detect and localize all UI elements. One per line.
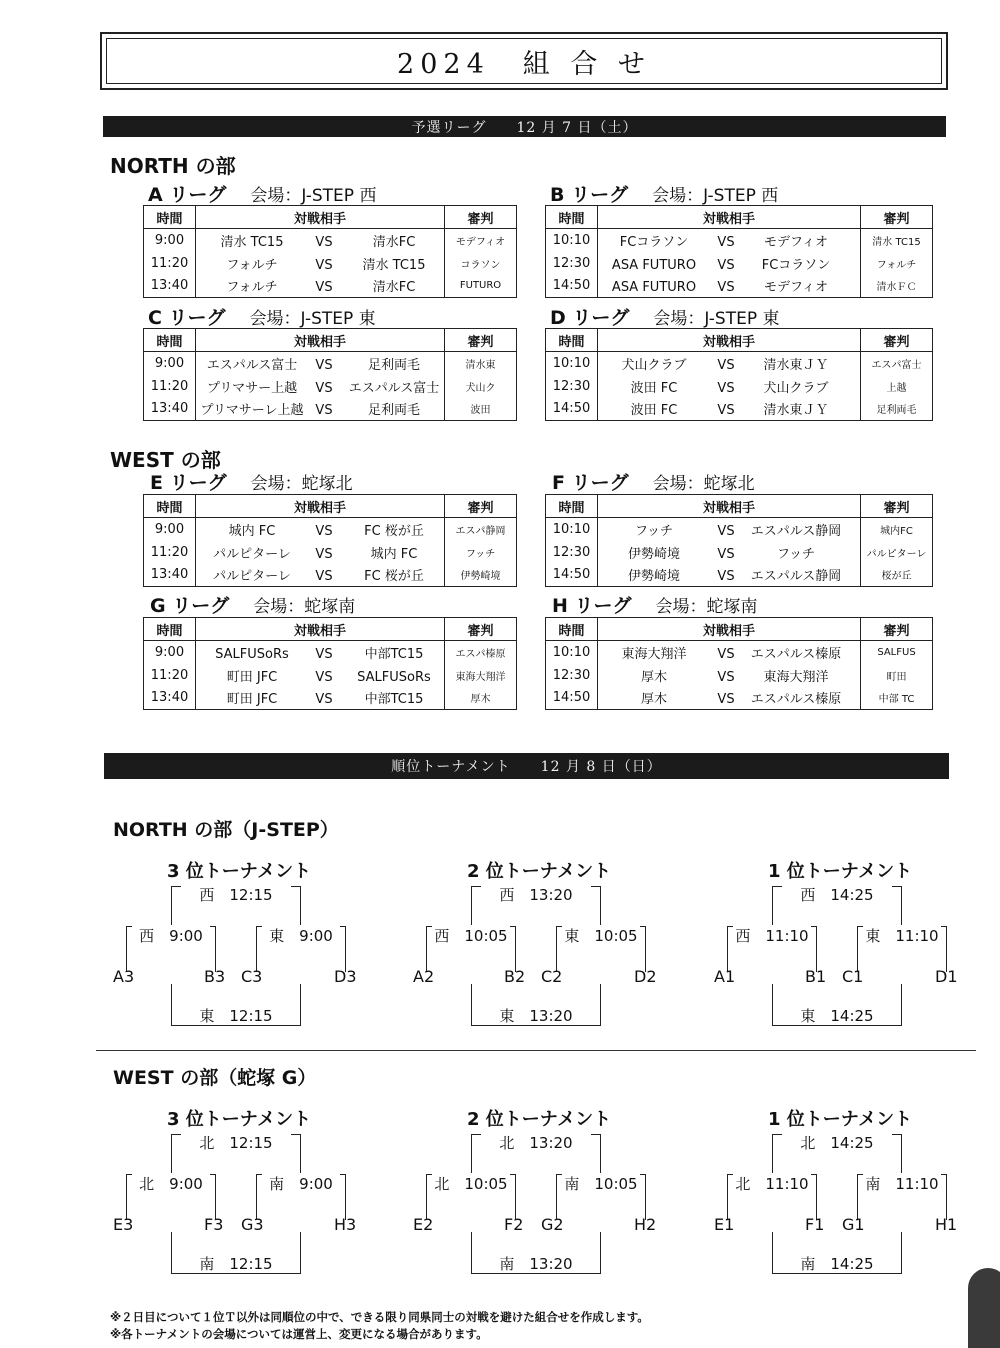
vs-label: VS: [315, 234, 333, 250]
match-time: 11:20: [144, 541, 196, 564]
col-ref-header: 審判: [861, 329, 933, 352]
home-team: エスパルス富士: [206, 357, 298, 373]
match-teams: [598, 352, 861, 375]
col-match-header: 対戦相手: [598, 329, 861, 352]
home-team: ASA FUTURO: [611, 280, 697, 296]
match-teams: [196, 518, 445, 541]
note-2: ※各トーナメントの会場については運営上、変更になる場合があります。: [110, 1327, 488, 1341]
referee: 犬山ク: [445, 375, 517, 398]
match-teams: [598, 229, 861, 252]
col-time-header: 時間: [546, 618, 598, 641]
referee: フォルチ: [861, 252, 933, 275]
vs-label: VS: [315, 357, 333, 373]
left-semi-time: 西 11:10: [733, 925, 811, 945]
col-ref-header: 審判: [445, 618, 517, 641]
match-row: [144, 352, 517, 375]
match-time: 11:20: [144, 664, 196, 687]
away-team: 清水東ＪＹ: [763, 357, 829, 373]
match-time: 9:00: [144, 641, 196, 664]
referee: 中部 TC: [861, 687, 933, 710]
referee: 清水 TC15: [861, 229, 933, 252]
final-time-label: 西 12:15: [181, 884, 291, 904]
note-1: ※２日目について１位Ｔ以外は同順位の中で、できる限り同県同士の対戦を避けた組合せを作成します。: [110, 1310, 649, 1324]
team-seed: F1: [805, 1215, 825, 1234]
referee: モデフィオ: [445, 229, 517, 252]
match-teams: [196, 687, 445, 710]
home-team: プリマサー上越: [206, 380, 298, 396]
match-teams: [598, 518, 861, 541]
match-row: [546, 275, 933, 298]
col-time-header: 時間: [144, 329, 196, 352]
home-team: プリマサーレ上越: [200, 403, 304, 419]
home-team: 東海大翔洋: [621, 646, 687, 662]
league-name: E リーグ: [150, 472, 227, 494]
match-row: [546, 352, 933, 375]
match-row: [144, 229, 517, 252]
page-title-box: [100, 32, 948, 90]
referee: 上越: [861, 375, 933, 398]
vs-label: VS: [315, 523, 333, 539]
match-teams: [196, 664, 445, 687]
tournament-name: 2 位トーナメント: [467, 861, 612, 882]
away-team: エスパルス静岡: [750, 523, 842, 539]
league-f-table: [545, 494, 933, 587]
tournament-name: 2 位トーナメント: [467, 1109, 612, 1130]
team-seed: B2: [504, 967, 526, 986]
team-seed: D3: [334, 967, 357, 986]
tournament-name: 3 位トーナメント: [167, 861, 312, 882]
team-seed: A3: [113, 967, 135, 986]
vs-label: VS: [717, 234, 735, 250]
left-semi-time: 北 9:00: [132, 1173, 210, 1193]
col-match-header: 対戦相手: [196, 618, 445, 641]
match-teams: [196, 275, 445, 298]
referee: 清水ＦＣ: [861, 275, 933, 298]
match-teams: [196, 564, 445, 587]
league-name: H リーグ: [552, 595, 632, 617]
referee: フッチ: [445, 541, 517, 564]
away-team: エスパルス富士: [348, 380, 440, 396]
match-time: 9:00: [144, 518, 196, 541]
day1-banner: 予選リーグ 12 月 7 日（土）: [103, 116, 946, 137]
col-time-header: 時間: [144, 618, 196, 641]
col-match-header: 対戦相手: [598, 495, 861, 518]
league-venue: 会場：蛇塚南: [253, 597, 356, 617]
col-match-header: 対戦相手: [598, 618, 861, 641]
league-name: G リーグ: [150, 595, 230, 617]
referee: FUTURO: [445, 275, 517, 298]
team-seed: G2: [541, 1215, 564, 1234]
away-team: 足利両毛: [367, 403, 420, 419]
match-time: 14:50: [546, 398, 598, 421]
scrollbar-thumb[interactable]: [968, 1268, 1000, 1348]
match-time: 10:10: [546, 352, 598, 375]
vs-label: VS: [717, 280, 735, 296]
match-teams: [598, 275, 861, 298]
match-time: 11:20: [144, 375, 196, 398]
referee: 桜が丘: [861, 564, 933, 587]
match-teams: [196, 398, 445, 421]
tournament-name: 1 位トーナメント: [768, 861, 913, 882]
match-row: [144, 541, 517, 564]
match-row: [144, 398, 517, 421]
team-seed: C3: [241, 967, 263, 986]
vs-label: VS: [717, 569, 735, 585]
league-a-table: [143, 205, 517, 298]
home-team: パルピターレ: [213, 546, 291, 562]
team-seed: H2: [634, 1215, 657, 1234]
league-name: B リーグ: [550, 184, 629, 206]
away-team: 東海大翔洋: [763, 669, 829, 685]
col-match-header: 対戦相手: [196, 206, 445, 229]
match-time: 14:50: [546, 564, 598, 587]
vs-label: VS: [717, 357, 735, 373]
team-seed: A1: [714, 967, 736, 986]
final-time-label: 北 14:25: [782, 1132, 892, 1152]
team-seed: E3: [113, 1215, 134, 1234]
away-team: 清水東ＪＹ: [763, 403, 829, 419]
col-ref-header: 審判: [445, 206, 517, 229]
match-row: [546, 664, 933, 687]
col-ref-header: 審判: [861, 206, 933, 229]
match-time: 12:30: [546, 252, 598, 275]
vs-label: VS: [717, 380, 735, 396]
right-semi-time: 東 10:05: [562, 925, 640, 945]
away-team: SALFUSoRs: [357, 669, 431, 685]
left-semi-time: 西 10:05: [432, 925, 510, 945]
team-seed: D2: [634, 967, 657, 986]
match-time: 11:20: [144, 252, 196, 275]
league-h-table: [545, 617, 933, 710]
away-team: エスパルス榛原: [750, 646, 842, 662]
match-teams: [598, 664, 861, 687]
section-divider: [96, 1050, 976, 1051]
team-seed: C2: [541, 967, 563, 986]
away-team: FCコラソン: [761, 257, 831, 273]
match-teams: [196, 641, 445, 664]
match-row: [546, 641, 933, 664]
col-time-header: 時間: [546, 329, 598, 352]
col-match-header: 対戦相手: [598, 206, 861, 229]
match-time: 10:10: [546, 229, 598, 252]
match-row: [546, 564, 933, 587]
match-time: 9:00: [144, 229, 196, 252]
referee: 清水東: [445, 352, 517, 375]
match-row: [144, 564, 517, 587]
away-team: 清水 TC15: [362, 257, 426, 273]
team-seed: B1: [805, 967, 827, 986]
league-e-heading: [150, 468, 353, 495]
league-b-heading: [550, 180, 778, 207]
match-time: 9:00: [144, 352, 196, 375]
match-time: 14:50: [546, 687, 598, 710]
tournament-name: 1 位トーナメント: [768, 1109, 913, 1130]
col-match-header: 対戦相手: [196, 495, 445, 518]
league-b-table: [545, 205, 933, 298]
match-row: [546, 541, 933, 564]
away-team: 清水FC: [372, 234, 416, 250]
vs-label: VS: [315, 380, 333, 396]
right-semi-time: 東 11:10: [863, 925, 941, 945]
away-team: FC 桜が丘: [364, 569, 424, 585]
vs-label: VS: [717, 403, 735, 419]
league-c-heading: [148, 303, 376, 330]
team-seed: G3: [241, 1215, 264, 1234]
away-team: FC 桜が丘: [364, 523, 424, 539]
right-semi-time: 東 9:00: [262, 925, 340, 945]
vs-label: VS: [315, 280, 333, 296]
tournament-name: 3 位トーナメント: [167, 1109, 312, 1130]
match-time: 12:30: [546, 375, 598, 398]
match-row: [144, 375, 517, 398]
league-h-heading: [552, 591, 758, 618]
league-a-heading: [148, 180, 376, 207]
final-time-label: 西 14:25: [782, 884, 892, 904]
left-semi-time: 北 10:05: [432, 1173, 510, 1193]
team-seed: F3: [204, 1215, 224, 1234]
right-semi-time: 南 11:10: [863, 1173, 941, 1193]
home-team: フォルチ: [226, 257, 278, 273]
vs-label: VS: [315, 257, 333, 273]
match-time: 10:10: [546, 641, 598, 664]
final-time-label: 北 12:15: [181, 1132, 291, 1152]
match-time: 14:50: [546, 275, 598, 298]
north-section-title: NORTH の部: [110, 154, 236, 178]
home-team: フォルチ: [226, 280, 278, 296]
match-row: [546, 375, 933, 398]
league-venue: 会場：J-STEP 西: [250, 186, 377, 206]
match-teams: [598, 541, 861, 564]
match-time: 12:30: [546, 664, 598, 687]
west-section-title: WEST の部: [110, 448, 221, 472]
team-seed: F2: [504, 1215, 524, 1234]
league-f-heading: [552, 468, 755, 495]
referee: 厚木: [445, 687, 517, 710]
final-time-label: 西 13:20: [481, 884, 591, 904]
vs-label: VS: [315, 403, 333, 419]
match-row: [546, 687, 933, 710]
right-semi-time: 南 9:00: [262, 1173, 340, 1193]
league-name: A リーグ: [148, 184, 227, 206]
home-team: 厚木: [640, 669, 667, 685]
consolation-time: 東 13:20: [481, 1005, 591, 1025]
vs-label: VS: [717, 546, 735, 562]
col-ref-header: 審判: [861, 618, 933, 641]
home-team: 伊勢崎境: [627, 546, 680, 562]
match-time: 13:40: [144, 275, 196, 298]
vs-label: VS: [717, 523, 735, 539]
vs-label: VS: [315, 669, 333, 685]
league-venue: 会場：蛇塚北: [250, 474, 353, 494]
col-ref-header: 審判: [861, 495, 933, 518]
referee: 波田: [445, 398, 517, 421]
north-tournament-heading: NORTH の部（J-STEP）: [113, 819, 339, 841]
match-row: [546, 229, 933, 252]
vs-label: VS: [315, 646, 333, 662]
match-row: [144, 518, 517, 541]
match-time: 13:40: [144, 687, 196, 710]
league-c-table: [143, 328, 517, 421]
away-team: 城内 FC: [370, 546, 418, 562]
league-d-table: [545, 328, 933, 421]
match-teams: [196, 375, 445, 398]
referee: コラソン: [445, 252, 517, 275]
left-semi-time: 西 9:00: [132, 925, 210, 945]
away-team: モデフィオ: [764, 280, 828, 296]
league-name: D リーグ: [550, 307, 630, 329]
team-seed: C1: [842, 967, 864, 986]
col-time-header: 時間: [546, 495, 598, 518]
match-teams: [598, 564, 861, 587]
referee: 城内FC: [861, 518, 933, 541]
league-d-heading: [550, 303, 780, 330]
referee: 東海大翔洋: [445, 664, 517, 687]
home-team: SALFUSoRs: [215, 646, 289, 662]
referee: SALFUS: [861, 641, 933, 664]
match-row: [144, 687, 517, 710]
referee: エスパ富士: [861, 352, 933, 375]
col-match-header: 対戦相手: [196, 329, 445, 352]
home-team: 城内 FC: [228, 523, 276, 539]
left-semi-time: 北 11:10: [733, 1173, 811, 1193]
match-teams: [598, 375, 861, 398]
home-team: FCコラソン: [619, 234, 689, 250]
col-ref-header: 審判: [445, 495, 517, 518]
vs-label: VS: [717, 692, 735, 708]
vs-label: VS: [315, 692, 333, 708]
match-row: [144, 252, 517, 275]
match-time: 12:30: [546, 541, 598, 564]
referee: エスパ榛原: [445, 641, 517, 664]
referee: 伊勢崎境: [445, 564, 517, 587]
right-semi-time: 南 10:05: [562, 1173, 640, 1193]
match-teams: [196, 352, 445, 375]
col-ref-header: 審判: [445, 329, 517, 352]
match-teams: [196, 229, 445, 252]
referee: パルピターレ: [861, 541, 933, 564]
league-g-table: [143, 617, 517, 710]
match-teams: [598, 252, 861, 275]
league-g-heading: [150, 591, 355, 618]
west-tournament-heading: WEST の部（蛇塚 G）: [113, 1067, 317, 1089]
home-team: パルピターレ: [213, 569, 291, 585]
home-team: 犬山クラブ: [621, 357, 687, 373]
away-team: フッチ: [776, 546, 816, 562]
league-venue: 会場：蛇塚南: [655, 597, 758, 617]
vs-label: VS: [717, 257, 735, 273]
vs-label: VS: [315, 546, 333, 562]
team-seed: E2: [413, 1215, 434, 1234]
referee: エスパ静岡: [445, 518, 517, 541]
match-row: [144, 664, 517, 687]
col-time-header: 時間: [546, 206, 598, 229]
home-team: 清水 TC15: [220, 234, 284, 250]
vs-label: VS: [315, 569, 333, 585]
consolation-time: 南 13:20: [481, 1253, 591, 1273]
match-row: [144, 641, 517, 664]
match-time: 13:40: [144, 398, 196, 421]
away-team: 足利両毛: [367, 357, 420, 373]
league-venue: 会場：J-STEP 東: [249, 309, 376, 329]
league-venue: 会場：蛇塚北: [652, 474, 755, 494]
home-team: ASA FUTURO: [611, 257, 697, 273]
col-time-header: 時間: [144, 206, 196, 229]
home-team: 波田 FC: [630, 380, 678, 396]
league-name: F リーグ: [552, 472, 629, 494]
match-teams: [196, 252, 445, 275]
match-row: [546, 518, 933, 541]
match-time: 13:40: [144, 564, 196, 587]
match-row: [144, 275, 517, 298]
consolation-time: 東 14:25: [782, 1005, 892, 1025]
consolation-time: 南 14:25: [782, 1253, 892, 1273]
match-teams: [598, 641, 861, 664]
league-e-table: [143, 494, 517, 587]
away-team: エスパルス榛原: [750, 692, 842, 708]
match-time: 10:10: [546, 518, 598, 541]
page-title: 2024 組 合 せ: [106, 38, 942, 84]
match-teams: [598, 687, 861, 710]
final-time-label: 北 13:20: [481, 1132, 591, 1152]
day2-banner: 順位トーナメント 12 月 8 日（日）: [104, 753, 949, 779]
team-seed: H3: [334, 1215, 357, 1234]
team-seed: E1: [714, 1215, 735, 1234]
team-seed: H1: [935, 1215, 958, 1234]
away-team: 中部TC15: [364, 692, 424, 708]
home-team: 町田 JFC: [226, 692, 278, 708]
home-team: フッチ: [634, 523, 674, 539]
col-time-header: 時間: [144, 495, 196, 518]
match-teams: [196, 541, 445, 564]
match-row: [546, 398, 933, 421]
consolation-time: 東 12:15: [181, 1005, 291, 1025]
match-row: [546, 252, 933, 275]
match-teams: [598, 398, 861, 421]
home-team: 伊勢崎境: [627, 569, 680, 585]
away-team: 中部TC15: [364, 646, 424, 662]
away-team: 犬山クラブ: [763, 380, 829, 396]
league-name: C リーグ: [148, 307, 226, 329]
home-team: 町田 JFC: [226, 669, 278, 685]
team-seed: B3: [204, 967, 226, 986]
team-seed: A2: [413, 967, 435, 986]
consolation-time: 南 12:15: [181, 1253, 291, 1273]
away-team: エスパルス静岡: [750, 569, 842, 585]
team-seed: D1: [935, 967, 958, 986]
league-venue: 会場：J-STEP 西: [652, 186, 779, 206]
referee: 町田: [861, 664, 933, 687]
home-team: 厚木: [640, 692, 667, 708]
team-seed: G1: [842, 1215, 865, 1234]
league-venue: 会場：J-STEP 東: [653, 309, 780, 329]
away-team: モデフィオ: [764, 234, 828, 250]
vs-label: VS: [717, 646, 735, 662]
vs-label: VS: [717, 669, 735, 685]
away-team: 清水FC: [372, 280, 416, 296]
home-team: 波田 FC: [630, 403, 678, 419]
referee: 足利両毛: [861, 398, 933, 421]
